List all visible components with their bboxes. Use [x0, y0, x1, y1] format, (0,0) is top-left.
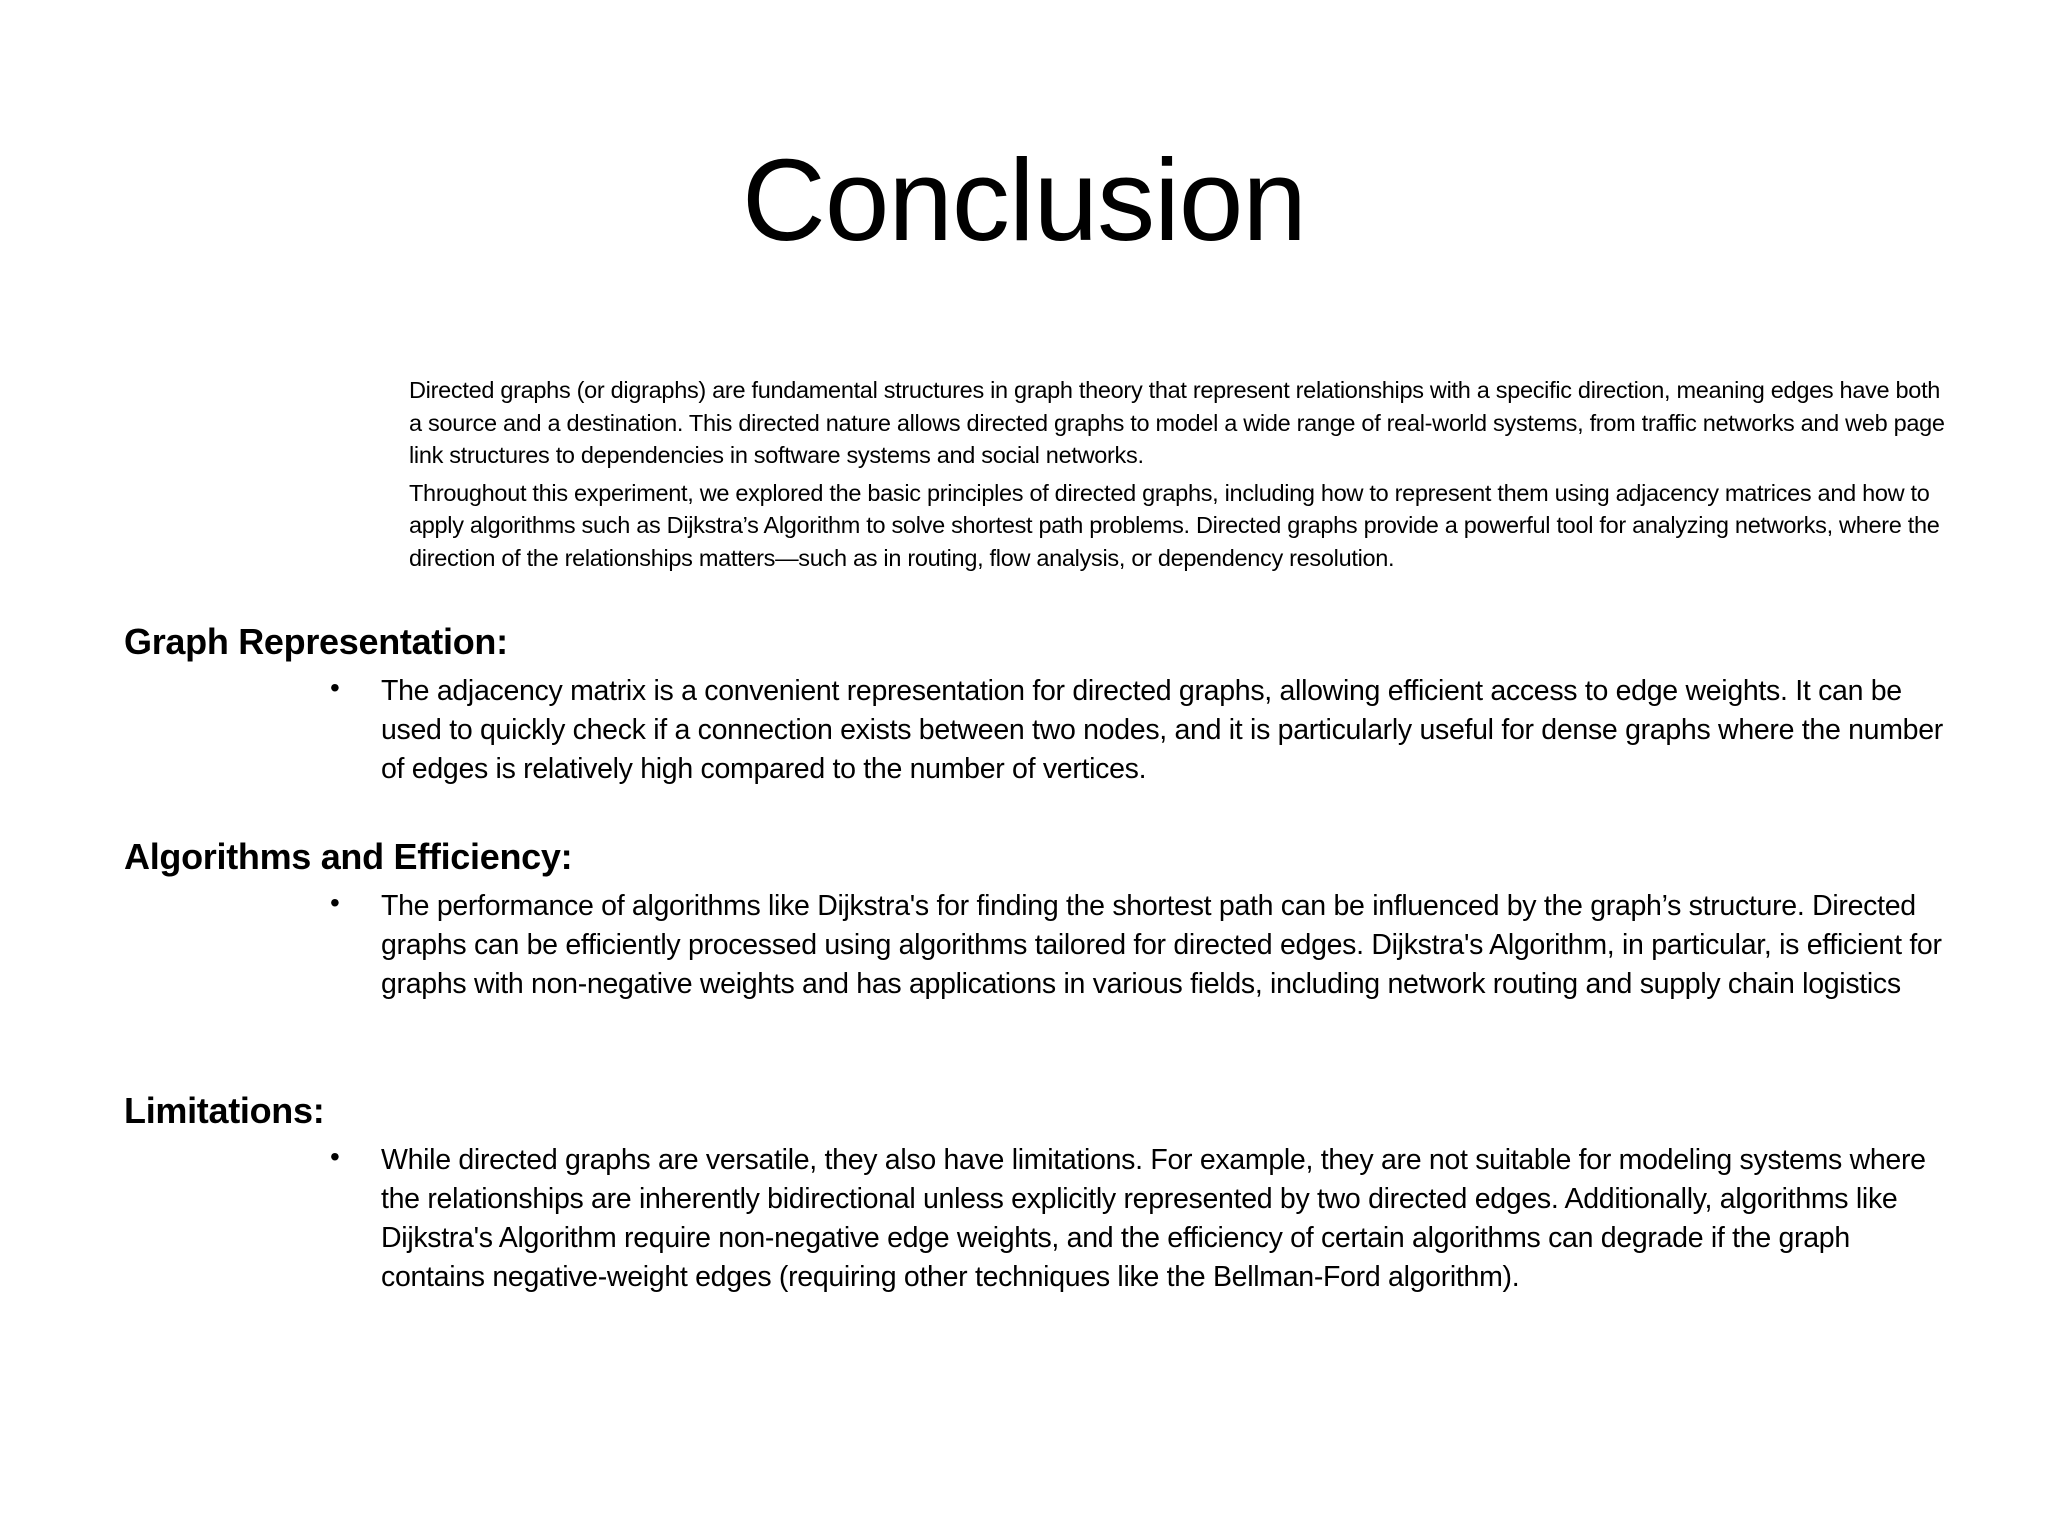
bullet-icon: • [330, 672, 340, 703]
bullet-item [124, 672, 1954, 789]
intro-text-block [409, 374, 1949, 579]
intro-paragraph: Throughout this experiment, we explored the basic principles of directed graphs, including how to represent them using adjacency matrices and how to apply algorithms such as Dijkstra’s Algorithm to solve shortest path problems. Directed graphs provide a powerful tool for analyzing networks, where the direction of the relationships matters—such as in routing, flow analysis, or dependency resolution. [409, 479, 1940, 571]
section-algorithms-efficiency [124, 835, 1954, 1004]
bullet-item [124, 887, 1954, 1004]
bullet-item [124, 1141, 1954, 1297]
section-heading: Limitations: [124, 1090, 325, 1131]
bullet-text: The performance of algorithms like Dijkstra's for finding the shortest path can be influenced by the graph’s structure. Directed graphs can be efficiently processed using algorithms tailored for directed edges. Dijkstra's Algorithm, in particular, is efficient for graphs with non-negative weights and has applications in various fields, including network routing and supply chain logistics [381, 890, 1942, 1000]
section-limitations [124, 1089, 1954, 1297]
bullet-text: While directed graphs are versatile, they also have limitations. For example, they are not suitable for modeling systems where the relationships are inherently bidirectional unless explicitly represented by two directed edges. Additionally, algorithms like Dijkstra's Algorithm require non-negative edge weights, and the efficiency of certain algorithms can degrade if the graph contains negative-weight edges (requiring other techniques like the Bellman-Ford algorithm). [381, 1144, 1926, 1293]
section-heading: Graph Representation: [124, 621, 508, 662]
slide-title: Conclusion [742, 135, 1306, 265]
intro-paragraph: Directed graphs (or digraphs) are fundamental structures in graph theory that represent relationships with a specific direction, meaning edges have both a source and a destination. This directed nature allows directed graphs to model a wide range of real-world systems, from traffic networks and web page link structures to dependencies in software systems and social networks. [409, 377, 1945, 468]
bullet-icon: • [330, 1141, 340, 1172]
bullet-icon: • [330, 887, 340, 918]
bullet-text: The adjacency matrix is a convenient representation for directed graphs, allowing efficient access to edge weights. It can be used to quickly check if a connection exists between two nodes, and it is particularly useful for dense graphs where the number of edges is relatively high compared to the number of vertices. [381, 675, 1943, 785]
section-graph-representation [124, 620, 1954, 789]
section-heading: Algorithms and Efficiency: [124, 836, 573, 877]
